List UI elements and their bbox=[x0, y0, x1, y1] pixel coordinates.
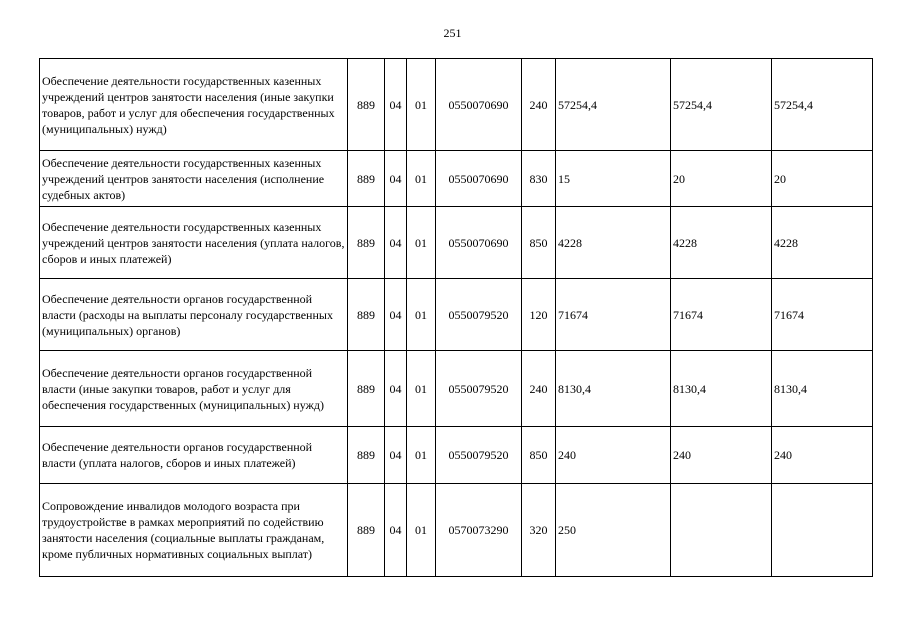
amount-year-3-cell bbox=[772, 484, 873, 577]
section-code-cell: 04 bbox=[385, 151, 407, 207]
amount-year-2-cell bbox=[671, 484, 772, 577]
expense-name-cell: Обеспечение деятельности органов государственной власти (иные закупки товаров, работ и услуг для обеспечения государственных (муниципальных) нужд) bbox=[40, 351, 348, 427]
table-row bbox=[40, 427, 873, 484]
section-code-cell: 04 bbox=[385, 59, 407, 151]
target-article-cell: 0550079520 bbox=[436, 351, 522, 427]
subsection-code-cell: 01 bbox=[407, 427, 436, 484]
budget-table bbox=[39, 58, 873, 577]
expense-type-cell: 240 bbox=[522, 351, 556, 427]
expense-name-cell: Обеспечение деятельности государственных казенных учреждений центров занятости населения (иные закупки товаров, работ и услуг для обеспечения государственных (муниципальных) нужд) bbox=[40, 59, 348, 151]
amount-year-3-cell: 57254,4 bbox=[772, 59, 873, 151]
expense-type-cell: 320 bbox=[522, 484, 556, 577]
subsection-code-cell: 01 bbox=[407, 59, 436, 151]
section-code-cell: 04 bbox=[385, 351, 407, 427]
section-code-cell: 04 bbox=[385, 427, 407, 484]
expense-type-cell: 850 bbox=[522, 207, 556, 279]
amount-year-3-cell: 8130,4 bbox=[772, 351, 873, 427]
amount-year-3-cell: 240 bbox=[772, 427, 873, 484]
section-code-cell: 04 bbox=[385, 279, 407, 351]
ministry-code-cell: 889 bbox=[348, 151, 385, 207]
target-article-cell: 0550079520 bbox=[436, 279, 522, 351]
expense-name-cell: Обеспечение деятельности государственных казенных учреждений центров занятости населения (уплата налогов, сборов и иных платежей) bbox=[40, 207, 348, 279]
amount-year-1-cell: 4228 bbox=[556, 207, 671, 279]
ministry-code-cell: 889 bbox=[348, 427, 385, 484]
ministry-code-cell: 889 bbox=[348, 484, 385, 577]
amount-year-1-cell: 250 bbox=[556, 484, 671, 577]
target-article-cell: 0550070690 bbox=[436, 151, 522, 207]
amount-year-2-cell: 57254,4 bbox=[671, 59, 772, 151]
target-article-cell: 0570073290 bbox=[436, 484, 522, 577]
amount-year-2-cell: 4228 bbox=[671, 207, 772, 279]
amount-year-2-cell: 71674 bbox=[671, 279, 772, 351]
amount-year-3-cell: 71674 bbox=[772, 279, 873, 351]
expense-type-cell: 850 bbox=[522, 427, 556, 484]
expense-name-cell: Обеспечение деятельности государственных казенных учреждений центров занятости населения (исполнение судебных актов) bbox=[40, 151, 348, 207]
amount-year-1-cell: 57254,4 bbox=[556, 59, 671, 151]
amount-year-1-cell: 8130,4 bbox=[556, 351, 671, 427]
amount-year-1-cell: 240 bbox=[556, 427, 671, 484]
expense-name-cell: Обеспечение деятельности органов государственной власти (уплата налогов, сборов и иных платежей) bbox=[40, 427, 348, 484]
target-article-cell: 0550070690 bbox=[436, 59, 522, 151]
expense-name-cell: Обеспечение деятельности органов государственной власти (расходы на выплаты персоналу государственных (муниципальных) органов) bbox=[40, 279, 348, 351]
table-row bbox=[40, 351, 873, 427]
ministry-code-cell: 889 bbox=[348, 351, 385, 427]
ministry-code-cell: 889 bbox=[348, 279, 385, 351]
amount-year-1-cell: 71674 bbox=[556, 279, 671, 351]
page-number: 251 bbox=[443, 26, 462, 40]
amount-year-2-cell: 8130,4 bbox=[671, 351, 772, 427]
amount-year-1-cell: 15 bbox=[556, 151, 671, 207]
table-row bbox=[40, 279, 873, 351]
ministry-code-cell: 889 bbox=[348, 59, 385, 151]
subsection-code-cell: 01 bbox=[407, 279, 436, 351]
table-row bbox=[40, 59, 873, 151]
table-row bbox=[40, 151, 873, 207]
target-article-cell: 0550079520 bbox=[436, 427, 522, 484]
amount-year-3-cell: 20 bbox=[772, 151, 873, 207]
expense-name-cell: Сопровождение инвалидов молодого возраста при трудоустройстве в рамках мероприятий по содействию занятости населения (социальные выплаты гражданам, кроме публичных нормативных социальных выплат) bbox=[40, 484, 348, 577]
expense-type-cell: 120 bbox=[522, 279, 556, 351]
amount-year-3-cell: 4228 bbox=[772, 207, 873, 279]
subsection-code-cell: 01 bbox=[407, 351, 436, 427]
expense-type-cell: 240 bbox=[522, 59, 556, 151]
amount-year-2-cell: 240 bbox=[671, 427, 772, 484]
subsection-code-cell: 01 bbox=[407, 151, 436, 207]
section-code-cell: 04 bbox=[385, 207, 407, 279]
subsection-code-cell: 01 bbox=[407, 484, 436, 577]
section-code-cell: 04 bbox=[385, 484, 407, 577]
subsection-code-cell: 01 bbox=[407, 207, 436, 279]
ministry-code-cell: 889 bbox=[348, 207, 385, 279]
table-row bbox=[40, 484, 873, 577]
table-row bbox=[40, 207, 873, 279]
amount-year-2-cell: 20 bbox=[671, 151, 772, 207]
target-article-cell: 0550070690 bbox=[436, 207, 522, 279]
expense-type-cell: 830 bbox=[522, 151, 556, 207]
